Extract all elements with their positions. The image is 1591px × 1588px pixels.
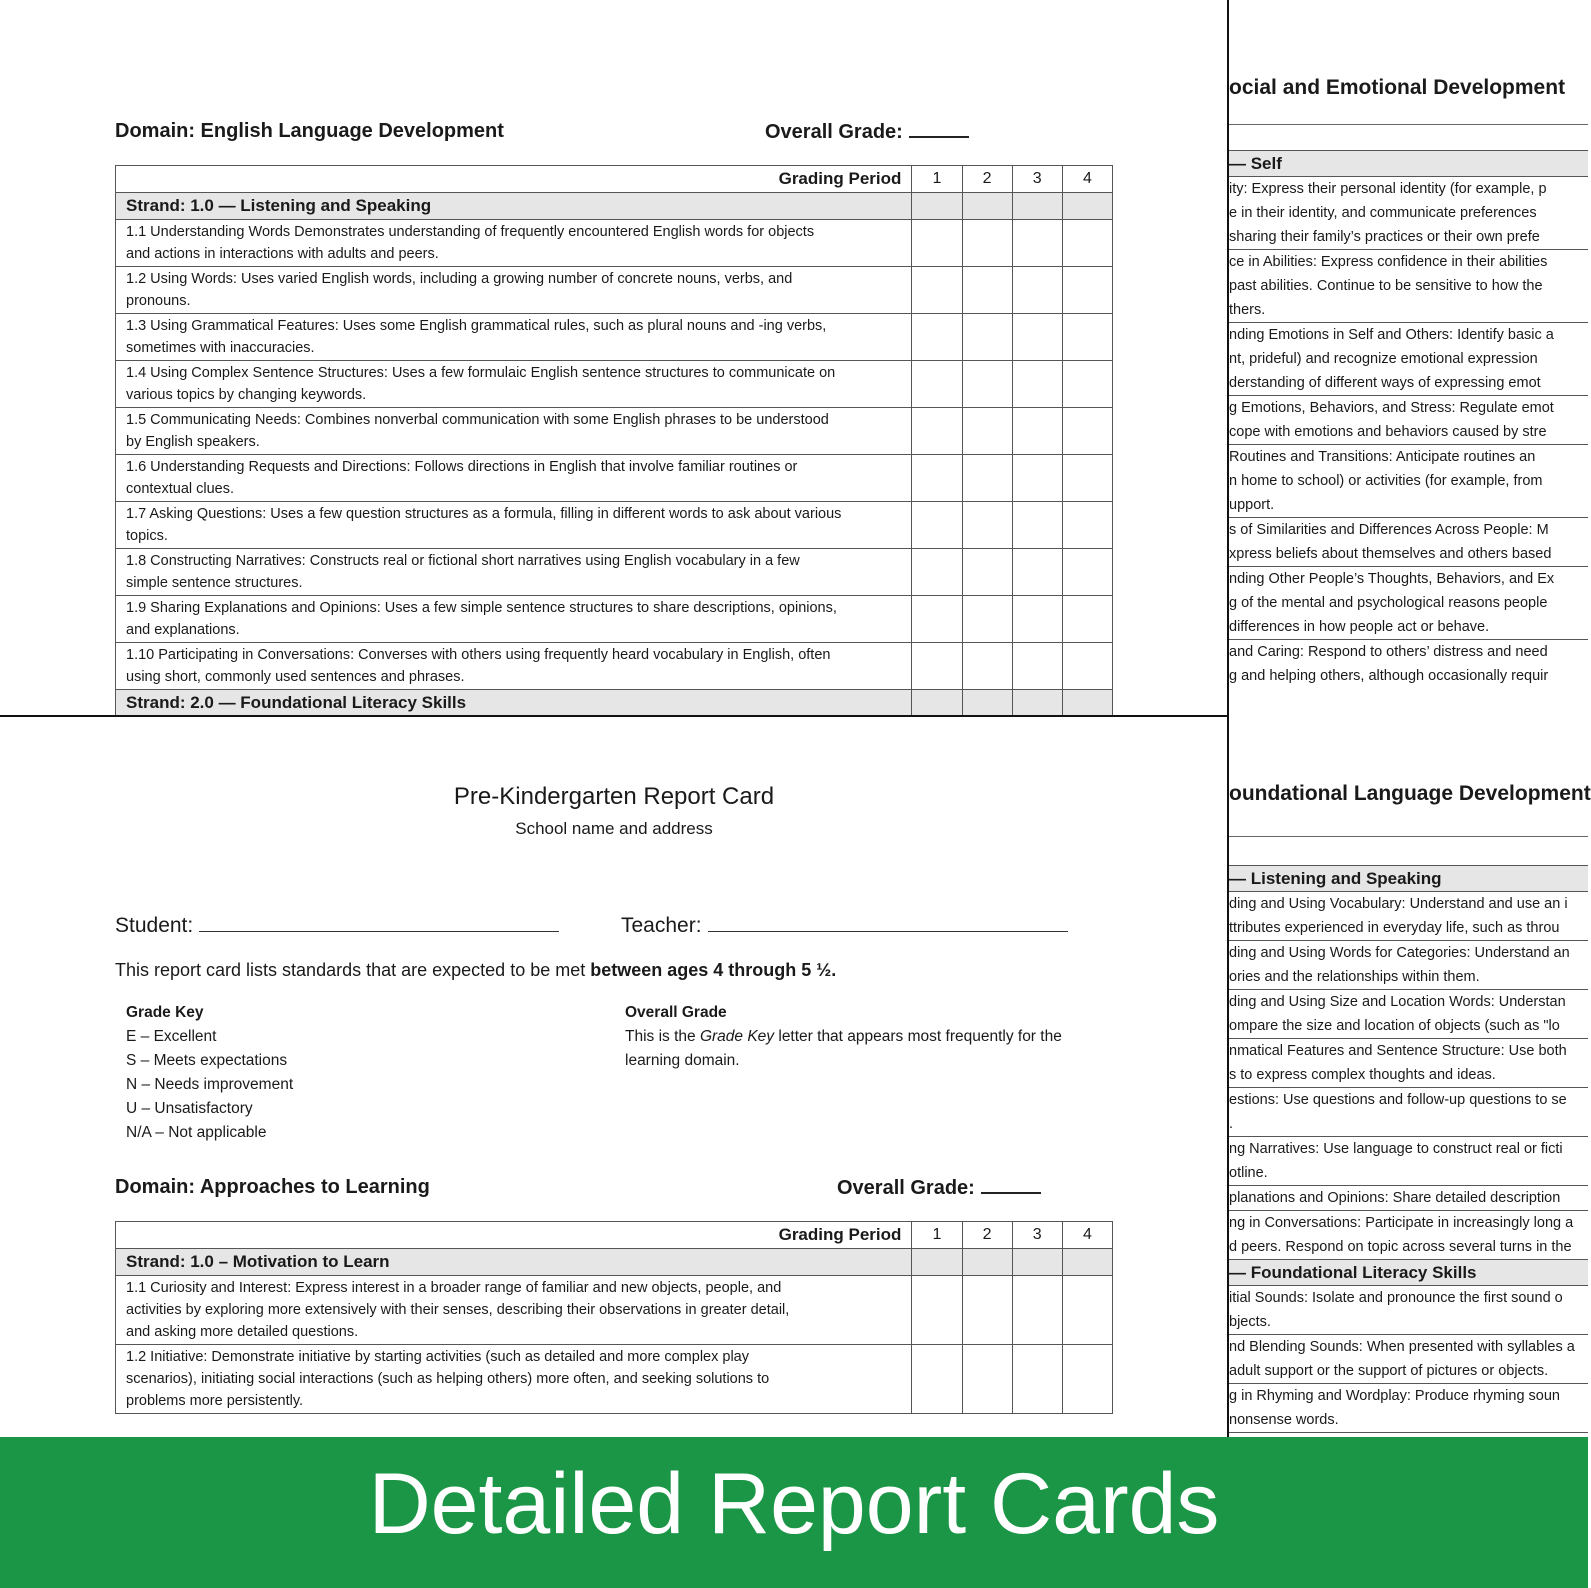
standard-text: 1.4 Using Complex Sentence Structures: Uses a few formulaic English sentence structures to communicate on various topics by changing keywords. [116,361,912,408]
panel-divider-vertical [1227,0,1229,1588]
grade-key-item: N/A – Not applicable [126,1124,267,1141]
grade-cell[interactable] [1012,314,1062,361]
standard-text: ding and Using Vocabulary: Understand and use an i [1229,896,1568,912]
grading-period-header [116,1222,1113,1249]
grade-cell[interactable] [962,643,1012,690]
grade-cell[interactable] [1062,314,1112,361]
grading-table [115,165,1113,742]
banner-text: Detailed Report Cards [368,1456,1220,1552]
grade-cell[interactable] [912,1345,962,1414]
strand-row [116,1249,1113,1276]
standard-text: ng in Conversations: Participate in increasingly long a [1229,1215,1574,1231]
standard-text: ce in Abilities: Express confidence in their abilities [1229,254,1548,270]
grade-cell[interactable] [912,455,962,502]
grade-cell[interactable] [1012,1345,1062,1414]
standard-text: differences in how people act or behave. [1229,619,1490,635]
standard-text: sharing their family’s practices or their own prefe [1229,229,1540,245]
grade-cell[interactable] [1012,267,1062,314]
table-row [1229,1285,1588,1334]
standard-text: g Emotions, Behaviors, and Stress: Regulate emot [1229,400,1554,416]
standard-text: ompare the size and location of objects (such as "lo [1229,1018,1560,1034]
table-row [1229,176,1588,249]
grade-key-item: E – Excellent [126,1028,217,1045]
grade-cell[interactable] [962,408,1012,455]
standard-text: planations and Opinions: Share detailed description [1229,1190,1561,1206]
table-row [1229,1087,1588,1136]
grade-cell[interactable] [1062,455,1112,502]
grade-cell[interactable] [1062,1345,1112,1414]
grade-cell[interactable] [962,267,1012,314]
table-row [1229,395,1588,444]
strand-label: — Foundational Literacy Skills [1229,1259,1588,1285]
table-row [1229,566,1588,639]
table-row [116,314,1113,361]
standard-text: nding Other People’s Thoughts, Behaviors, and Ex [1229,571,1555,587]
standard-text: xpress beliefs about themselves and others based [1229,546,1552,562]
standard-text: 1.7 Asking Questions: Uses a few question structures as a formula, filling in different words to ask about various topics. [116,502,912,549]
standard-text: past abilities. Continue to be sensitive to how the [1229,278,1543,294]
domain-title: Domain: Approaches to Learning [115,1176,430,1198]
table-row [1229,989,1588,1038]
grading-table [1229,865,1588,1481]
standard-text: Routines and Transitions: Anticipate routines an [1229,449,1536,465]
standard-text: nt, prideful) and recognize emotional expression [1229,351,1538,367]
grade-cell[interactable] [1062,643,1112,690]
table-row [1229,639,1588,688]
grade-cell[interactable] [1062,220,1112,267]
grade-cell[interactable] [962,596,1012,643]
standard-text: 1.1 Understanding Words Demonstrates understanding of frequently encountered English words for objects and actions in interactions with adults and peers. [116,220,912,267]
grade-cell[interactable] [1062,408,1112,455]
overall-grade-label: Overall Grade: [765,120,969,144]
period-4: 4 [1062,1222,1112,1249]
standard-text: 1.1 Curiosity and Interest: Express interest in a broader range of familiar and new objects, people, and activities by exploring more extensively with their senses, describing their observations in greater detail, and asking more detailed questions. [116,1276,912,1345]
divider [1229,124,1588,125]
teacher-field [621,913,1068,938]
grade-cell[interactable] [1012,220,1062,267]
table-row [116,502,1113,549]
grade-key-item: S – Meets expectations [126,1052,288,1069]
grade-cell[interactable] [1062,502,1112,549]
grade-cell[interactable] [912,314,962,361]
grade-cell[interactable] [1012,502,1062,549]
table-row [1229,517,1588,566]
school-name: School name and address [515,819,713,838]
standard-text: and Caring: Respond to others’ distress and need [1229,644,1548,660]
standard-text: thers. [1229,302,1266,318]
table-row [1229,1136,1588,1185]
grade-cell[interactable] [1062,596,1112,643]
social-emotional-page [1229,0,1588,716]
grade-cell[interactable] [1012,455,1062,502]
teacher-name-input[interactable] [708,913,1068,932]
grade-cell[interactable] [1062,1276,1112,1345]
table-row [116,361,1113,408]
table-row [116,267,1113,314]
standard-text: 1.5 Communicating Needs: Combines nonverbal communication with some English phrases to be understood by English speakers. [116,408,912,455]
grade-cell[interactable] [912,267,962,314]
standard-text: ories and the relationships within them. [1229,969,1480,985]
strand-row [116,690,1113,717]
standard-text: estions: Use questions and follow-up questions to se [1229,1092,1567,1108]
period-3: 3 [1012,166,1062,193]
grade-cell[interactable] [962,220,1012,267]
grading-table [115,1221,1113,1414]
overall-grade-blank[interactable] [909,120,969,138]
standard-text: nonsense words. [1229,1412,1339,1428]
period-4: 4 [1062,166,1112,193]
grade-cell[interactable] [1012,643,1062,690]
standard-text: 1.2 Initiative: Demonstrate initiative by starting activities (such as detailed and more complex play scenarios), initiating social interactions (such as helping others) more often, and seeking solutions to problems more persistently. [116,1345,912,1414]
overall-grade-info: Overall Grade This is the Grade Key letter that appears most frequently for the learning domain. [625,1001,1062,1073]
table-row [1229,249,1588,322]
standard-text: bjects. [1229,1314,1271,1330]
panel-divider-horizontal [0,715,1229,717]
standard-text: s to express complex thoughts and ideas. [1229,1067,1496,1083]
standard-text: g in Rhyming and Wordplay: Produce rhyming soun [1229,1388,1560,1404]
standard-text: 1.2 Using Words: Uses varied English words, including a growing number of concrete nouns, verbs, and pronouns. [116,267,912,314]
grade-cell[interactable] [1012,549,1062,596]
grade-cell[interactable] [1012,596,1062,643]
grade-key-heading: Grade Key [126,1004,204,1021]
student-name-input[interactable] [199,913,559,932]
standard-text: n home to school) or activities (for example, from [1229,473,1543,489]
grading-period-label: Grading Period [116,166,912,193]
table-row [1229,940,1588,989]
grade-cell[interactable] [962,502,1012,549]
domain-title: ocial and Emotional Development [1229,76,1566,99]
standard-text: 1.3 Using Grammatical Features: Uses some English grammatical rules, such as plural nouns and -ing verbs, sometimes with inaccuracies. [116,314,912,361]
grade-cell[interactable] [912,596,962,643]
grade-cell[interactable] [1012,361,1062,408]
table-row [1229,891,1588,940]
strand-label: Strand: 2.0 — Foundational Literacy Skills [116,690,912,717]
standard-text: ity: Express their personal identity (for example, p [1229,181,1547,197]
standard-text: d peers. Respond on topic across several turns in the [1229,1239,1572,1255]
standard-text: cope with emotions and behaviors caused by stre [1229,424,1547,440]
grade-cell[interactable] [912,643,962,690]
table-row [116,596,1113,643]
grade-cell[interactable] [962,455,1012,502]
period-2: 2 [962,1222,1012,1249]
table-row [116,1276,1113,1345]
page-title: Pre-Kindergarten Report Card [453,783,775,810]
standard-text: e in their identity, and communicate preferences [1229,205,1537,221]
student-label: Student: [115,914,194,937]
table-row [1229,1334,1588,1383]
overall-grade-heading: Overall Grade [625,1004,727,1021]
period-1: 1 [912,1222,962,1249]
standard-text: g of the mental and psychological reasons people [1229,595,1548,611]
grade-cell[interactable] [1012,1276,1062,1345]
grade-cell[interactable] [962,1276,1012,1345]
table-row [1229,444,1588,517]
standard-text: itial Sounds: Isolate and pronounce the first sound o [1229,1290,1563,1306]
table-row [116,549,1113,596]
strand-label: Strand: 1.0 – Motivation to Learn [116,1249,912,1276]
strand-label: — Self [1229,150,1588,176]
standard-text: ng Narratives: Use language to construct real or ficti [1229,1141,1563,1157]
standard-text: ding and Using Words for Categories: Understand an [1229,945,1570,961]
table-row [116,220,1113,267]
divider [1229,836,1588,837]
table-row [116,643,1113,690]
grade-key [126,1001,293,1145]
standard-text: upport. [1229,497,1275,513]
teacher-label: Teacher: [621,914,702,937]
grading-table [1229,150,1588,688]
grade-cell[interactable] [962,549,1012,596]
grade-cell[interactable] [1012,408,1062,455]
grade-cell[interactable] [962,361,1012,408]
grade-cell[interactable] [912,408,962,455]
period-1: 1 [912,166,962,193]
standard-text: 1.9 Sharing Explanations and Opinions: Uses a few simple sentence structures to share descriptions, opinions, and explanations. [116,596,912,643]
intro-text: This report card lists standards that are expected to be met between ages 4 through 5 ½. [115,960,837,980]
strand-label: Strand: 1.0 — Listening and Speaking [116,193,912,220]
standard-text: nd Blending Sounds: When presented with syllables a [1229,1339,1575,1355]
domain-title: oundational Language Development [1229,782,1591,805]
overall-grade-label: Overall Grade: [837,1176,1041,1200]
grade-cell[interactable] [1062,267,1112,314]
standard-text: g and helping others, although occasionally requir [1229,668,1549,684]
grade-cell[interactable] [962,1345,1012,1414]
table-row [116,1345,1113,1414]
title-banner [0,1437,1588,1588]
grade-cell[interactable] [1062,549,1112,596]
domain-title: Domain: English Language Development [115,120,504,142]
english-language-development-page [0,0,1229,716]
table-row [116,408,1113,455]
table-row [1229,1210,1588,1259]
grade-key-item: N – Needs improvement [126,1076,294,1093]
grade-cell[interactable] [912,361,962,408]
table-row [116,455,1113,502]
student-field [115,913,559,938]
strand-row [116,193,1113,220]
standard-text: derstanding of different ways of expressing emot [1229,375,1541,391]
grade-cell[interactable] [912,502,962,549]
table-row [1229,1383,1588,1432]
grade-key-item: U – Unsatisfactory [126,1100,253,1117]
standard-text: . [1229,1116,1234,1132]
overall-grade-blank[interactable] [981,1176,1041,1194]
table-row [1229,322,1588,395]
grading-period-label: Grading Period [116,1222,912,1249]
standard-text: otline. [1229,1165,1268,1181]
grade-cell[interactable] [962,314,1012,361]
standard-text: 1.10 Participating in Conversations: Converses with others using frequently heard vocabulary in English, often using short, commonly used sentences and phrases. [116,643,912,690]
standard-text: nmatical Features and Sentence Structure: Use both [1229,1043,1567,1059]
standard-text: 1.6 Understanding Requests and Directions: Follows directions in English that involve familiar routines or contextual clues. [116,455,912,502]
grade-cell[interactable] [912,220,962,267]
table-row [1229,1185,1588,1210]
strand-label: — Listening and Speaking [1229,865,1588,891]
grade-cell[interactable] [1062,361,1112,408]
standard-text: nding Emotions in Self and Others: Identify basic a [1229,327,1554,343]
standard-text: 1.8 Constructing Narratives: Constructs real or fictional short narratives using English vocabulary in a few simple sentence structures. [116,549,912,596]
grading-period-header [116,166,1113,193]
standard-text: ttributes experienced in everyday life, such as throu [1229,920,1560,936]
period-2: 2 [962,166,1012,193]
table-row [1229,1038,1588,1087]
period-3: 3 [1012,1222,1062,1249]
standard-text: ding and Using Size and Location Words: Understan [1229,994,1566,1010]
standard-text: adult support or the support of pictures or objects. [1229,1363,1549,1379]
grade-cell[interactable] [912,549,962,596]
standard-text: s of Similarities and Differences Across People: M [1229,522,1549,538]
grade-cell[interactable] [912,1276,962,1345]
